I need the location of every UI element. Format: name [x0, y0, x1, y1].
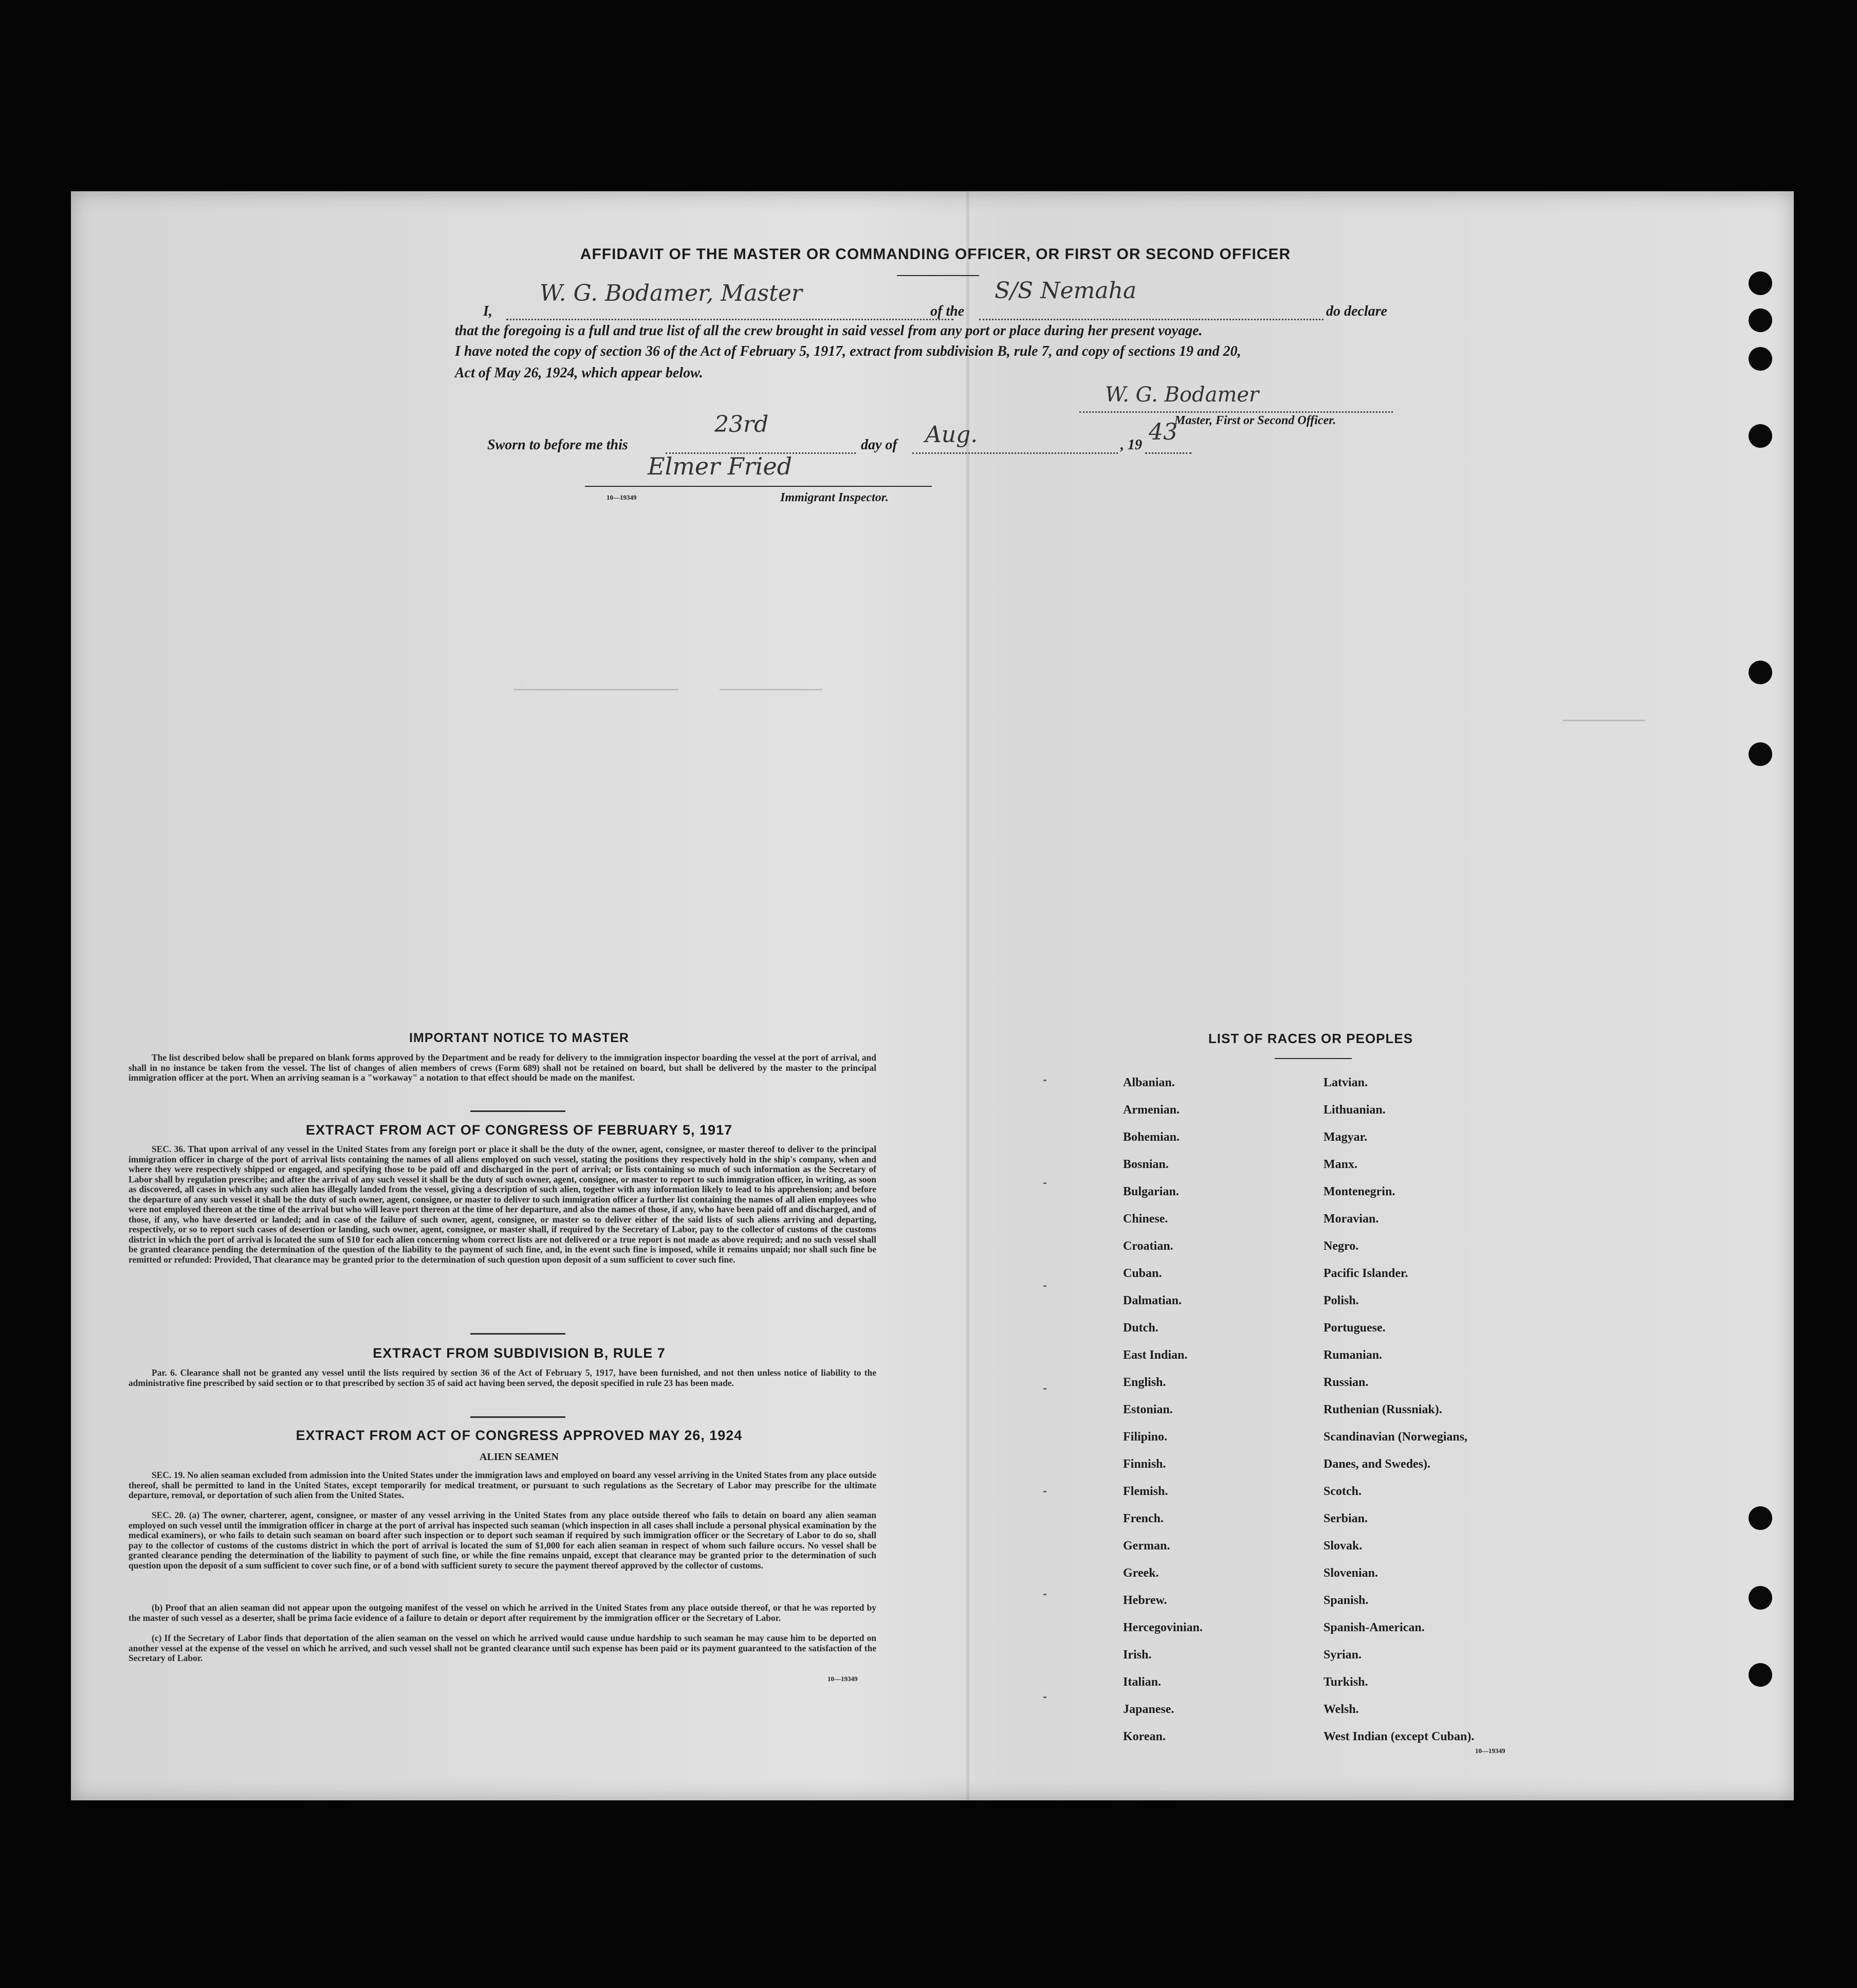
bleed-through-mark [720, 689, 822, 690]
race-item: French. [1123, 1512, 1164, 1525]
race-item: Chinese. [1123, 1212, 1168, 1226]
race-item: Danes, and Swedes). [1323, 1457, 1431, 1471]
subdivision-b-title: EXTRACT FROM SUBDIVISION B, RULE 7 [373, 1345, 666, 1361]
signature-caption: Master, First or Second Officer. [1174, 414, 1336, 427]
sworn-year-line [1145, 452, 1191, 454]
race-item: Syrian. [1323, 1648, 1362, 1662]
race-item: Albanian. [1123, 1076, 1175, 1089]
binder-hole [1749, 424, 1772, 448]
fold-tick [1043, 1697, 1046, 1698]
fold-tick [1043, 1182, 1046, 1184]
race-item: Pacific Islander. [1323, 1267, 1408, 1280]
race-item: Lithuanian. [1323, 1103, 1386, 1117]
bleed-through-mark [514, 689, 678, 690]
race-item: Cuban. [1123, 1267, 1162, 1280]
race-item: Serbian. [1323, 1512, 1368, 1525]
race-item: Dutch. [1123, 1321, 1159, 1335]
race-item: Negro. [1323, 1239, 1359, 1253]
race-item: Rumanian. [1323, 1348, 1383, 1362]
affidavit-line1-of: of the [930, 303, 965, 319]
fold-tick [1043, 1285, 1046, 1287]
handwritten-sworn-year: 43 [1149, 419, 1178, 445]
inspector-caption: Immigrant Inspector. [780, 491, 889, 504]
races-title-underline [1275, 1058, 1352, 1059]
binder-hole [1749, 1586, 1772, 1610]
extract-1924-title: EXTRACT FROM ACT OF CONGRESS APPROVED MAY 26, 1924 [296, 1428, 743, 1443]
divider [470, 1110, 565, 1112]
affidavit-title: AFFIDAVIT OF THE MASTER OR COMMANDING OFFICER, OR FIRST OR SECOND OFFICER [580, 246, 1291, 263]
race-item: Hebrew. [1123, 1594, 1167, 1607]
binder-hole [1749, 308, 1772, 332]
affidavit-line1-suffix: do declare [1326, 303, 1387, 319]
race-item: Montenegrin. [1323, 1185, 1395, 1198]
race-item: Filipino. [1123, 1430, 1168, 1444]
race-item: Russian. [1323, 1376, 1369, 1389]
handwritten-master-signature: W. G. Bodamer [1105, 383, 1259, 407]
extract-1924-sec20c: (c) If the Secretary of Labor finds that deportation of the alien seaman on the vessel on which he arrived would cause undue hardship to such seaman he may cause him to be deported on another vessel at the expense of the vessel on which he arrived, and such vessel shall not be granted clearance until such expense has been paid or its payment guaranteed to the satisfaction of the Secretary of Labor. [128, 1633, 876, 1663]
race-item: Welsh. [1323, 1703, 1359, 1716]
extract-1917-title: EXTRACT FROM ACT OF CONGRESS OF FEBRUARY 5, 1917 [305, 1122, 733, 1138]
race-item: Bulgarian. [1123, 1185, 1179, 1198]
subdivision-b-text: Par. 6. Clearance shall not be granted any vessel until the lists required by section 36 of the Act of February 5, 1917, have been furnished, and not then unless notice of liability to the administrative fine prescribed by said section or to that prescribed by section 35 of said act having been served, the deposit specified in rule 23 has been made. [128, 1367, 876, 1388]
race-item: Turkish. [1323, 1675, 1368, 1689]
race-item: Manx. [1323, 1158, 1357, 1171]
fold-tick [1043, 1080, 1046, 1081]
binder-hole [1749, 271, 1772, 295]
binder-hole [1749, 661, 1772, 684]
notice-text: The list described below shall be prepared on blank forms approved by the Department and be ready for delivery to the immigration inspector boarding the vessel at the port of arrival, and shall in no instance be taken from the vessel. The list of changes of alien members of crews (Form 689) shall not be retained on board, but shall be delivered by the master to the principal immigration officer at the port. When an arriving seaman is a "workaway" a notation to that effect should be made on the manifest. [128, 1052, 876, 1083]
signature-line [1079, 411, 1393, 413]
race-item: Finnish. [1123, 1457, 1166, 1471]
extract-1924-subtitle: ALIEN SEAMEN [480, 1451, 559, 1463]
divider [470, 1333, 565, 1335]
race-item: Slovak. [1323, 1539, 1363, 1553]
race-item: Hercegovinian. [1123, 1621, 1203, 1634]
race-item: Spanish-American. [1323, 1621, 1425, 1634]
races-column-1 [1123, 1069, 1203, 1750]
race-item: Estonian. [1123, 1403, 1173, 1416]
extract-1924-sec20a: SEC. 20. (a) The owner, charterer, agent, consignee, or master of any vessel arriving in the United States from any place outside thereof who fails to detain on board any alien seaman employed on such vessel until the immigration officer in charge at the port of arrival has inspected such seaman (which inspection in all cases shall include a personal physical examination by the medical examiners), or who fails to detain such seaman on board after such inspection or to deport such seaman if required by such immigration officer or the Secretary of Labor to do so, shall pay to the collector of customs of the customs district in which the port of arrival is located the sum of $1,000 for each alien seaman in respect of whom such failure occurs. No vessel shall be granted clearance pending the determination of the liability to payment of such fine, or while the fine remains unpaid, except that clearance may be granted prior to the determination of such question upon the deposit of a sum sufficient to cover such fine, or of a bond with sufficient surety to secure the payment thereof approved by the collector of customs. [128, 1510, 876, 1571]
extract-1917-text: SEC. 36. That upon arrival of any vessel in the United States from any foreign port or place it shall be the duty of the owner, agent, consignee, or master thereof to deliver to the principal immigration officer in charge of the port of arrival lists containing the names of all aliens employed on such vessel, stating the positions they respectively hold in the ship's company, when and where they were respectively shipped or engaged, and specifying those to be paid off and discharged in the port of arrival; or lists containing so much of such information as the Secretary of Labor shall by regulation prescribe; and after the arrival of any such vessel it shall be the duty of such owner, agent, consignee, or master to report to such immigration officer, in writing, as soon as discovered, all cases in which any such alien has illegally landed from the vessel, giving a description of such alien, together with any information likely to lead to his apprehension; and before the departure of any such vessel it shall be the duty of such owner, agent, consignee, or master to deliver to such immigration officer a further list containing the names of all alien employees who were not employed thereon at the time of the arrival but who will leave port thereon at the time of her departure, and also the names of those, if any, who have been paid off and discharged, and of those, if any, who have deserted or landed; and in case of the failure of such owner, agent, consignee, or master so to deliver either of the said lists of such aliens arriving and departing, respectively, or so to report such cases of desertion or landing, such owner, agent, consignee, or master shall, if required by the Secretary of Labor, pay to the collector of customs of the customs district in which the port of arrival is located the sum of $10 for each alien concerning whom correct lists are not delivered or a true report is not made as above required; and no such vessel shall be granted clearance pending the determination of the question of the liability to the payment of such fine, and, in the event such fine is imposed, while it remains unpaid; nor shall such fine be remitted or refunded: Provided, That clearance may be granted prior to the determination of such question upon deposit of a sum sufficient to cover such fine. [128, 1144, 876, 1265]
race-item: Japanese. [1123, 1703, 1174, 1716]
affidavit-line2: that the foregoing is a full and true list of all the crew brought in said vessel from any port or place during her present voyage. [455, 323, 1203, 339]
binder-hole [1749, 742, 1772, 766]
extract-1924-sec19: SEC. 19. No alien seaman excluded from admission into the United States under the immigration laws and employed on board any vessel arriving in the United States from any place outside thereof, shall be permitted to land in the United States, except temporarily for medical treatment, or pursuant to such regulations as the Secretary of Labor may prescribe for the ultimate departure, removal, or deportation of such alien from the United States. [128, 1470, 876, 1500]
race-item: Moravian. [1323, 1212, 1379, 1226]
race-item: Armenian. [1123, 1103, 1180, 1117]
bleed-through-mark [1562, 720, 1645, 721]
race-item: German. [1123, 1539, 1170, 1553]
race-item: Magyar. [1323, 1130, 1368, 1144]
fold-tick [1043, 1594, 1046, 1595]
sworn-month-line [912, 452, 1118, 454]
race-item: Flemish. [1123, 1485, 1168, 1498]
race-item: East Indian. [1123, 1348, 1188, 1362]
sworn-prefix: Sworn to before me this [487, 437, 628, 453]
race-item: Italian. [1123, 1675, 1162, 1689]
name-field-line [506, 319, 953, 320]
race-item: Ruthenian (Russniak). [1323, 1403, 1442, 1416]
divider [470, 1416, 565, 1418]
binder-hole [1749, 1663, 1772, 1687]
race-item: Bohemian. [1123, 1130, 1180, 1144]
sworn-day-label: day of [861, 437, 897, 453]
handwritten-vessel-name: S/S Nemaha [995, 278, 1137, 304]
race-item: Spanish. [1323, 1594, 1369, 1607]
fold-tick [1043, 1491, 1046, 1492]
vessel-field-line [979, 319, 1323, 320]
title-underline [897, 275, 979, 276]
binder-hole [1749, 1506, 1772, 1530]
affidavit-line3: I have noted the copy of section 36 of the Act of February 5, 1917, extract from subdivision B, rule 7, and copy of sections 19 and 20, [455, 343, 1241, 359]
form-number-bottom-left: 10—19349 [828, 1675, 858, 1683]
affidavit-line4: Act of May 26, 1924, which appear below. [455, 365, 703, 381]
race-item: Irish. [1123, 1648, 1152, 1662]
sworn-year-prefix: , 19 [1120, 437, 1142, 453]
inspector-signature-line [585, 486, 932, 487]
race-item: Scandinavian (Norwegians, [1323, 1430, 1468, 1444]
handwritten-sworn-day: 23rd [714, 411, 769, 437]
race-item: Portuguese. [1323, 1321, 1386, 1335]
race-item: West Indian (except Cuban). [1323, 1730, 1475, 1743]
race-item: Croatian. [1123, 1239, 1173, 1253]
race-item: Polish. [1323, 1294, 1359, 1307]
affidavit-line1-prefix: I, [483, 303, 492, 319]
handwritten-sworn-month: Aug. [925, 422, 978, 448]
race-item: Scotch. [1323, 1485, 1362, 1498]
race-item: Greek. [1123, 1566, 1159, 1580]
race-item: Dalmatian. [1123, 1294, 1182, 1307]
form-number-top: 10—19349 [606, 494, 637, 501]
race-item: Latvian. [1323, 1076, 1368, 1089]
race-item: Slovenian. [1323, 1566, 1378, 1580]
races-title: LIST OF RACES OR PEOPLES [1208, 1031, 1413, 1046]
race-item: Korean. [1123, 1730, 1166, 1743]
binder-hole [1749, 347, 1772, 371]
form-number-bottom-right: 10—19349 [1475, 1747, 1505, 1755]
handwritten-master-name: W. G. Bodamer, Master [540, 280, 802, 306]
fold-tick [1043, 1388, 1046, 1390]
handwritten-inspector-signature: Elmer Fried [648, 452, 793, 480]
extract-1924-sec20b: (b) Proof that an alien seaman did not appear upon the outgoing manifest of the vessel on which he arrived in the United States from any place outside thereof, or that he was reported by the master of such vessel as a deserter, shall be prima facie evidence of a failure to detain or deport after requirement by the immigration officer or the Secretary of Labor. [128, 1602, 876, 1623]
race-item: English. [1123, 1376, 1166, 1389]
races-column-2 [1323, 1069, 1474, 1750]
race-item: Bosnian. [1123, 1158, 1169, 1171]
notice-title: IMPORTANT NOTICE TO MASTER [409, 1031, 629, 1045]
